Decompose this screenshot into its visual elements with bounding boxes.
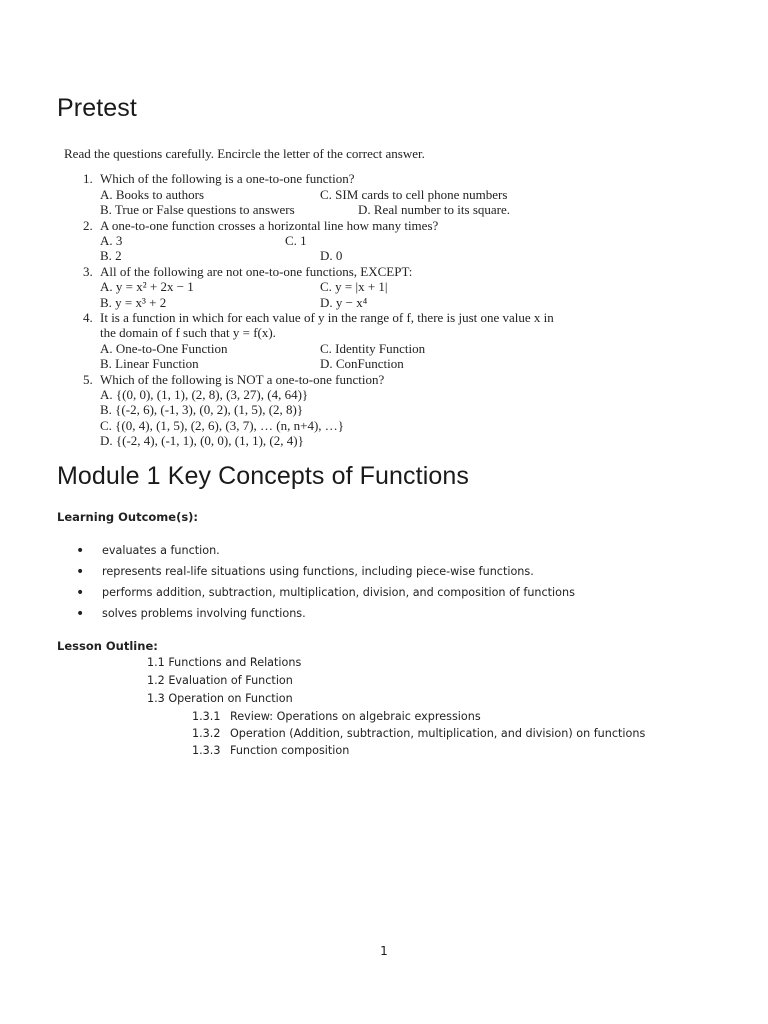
question-5 <box>64 372 624 449</box>
outline-item: 1.3 Operation on Function <box>147 692 293 705</box>
sub-outline-item <box>192 710 481 723</box>
question-1 <box>64 171 624 217</box>
option-a: A. {(0, 0), (1, 1), (2, 8), (3, 27), (4, 64)} <box>100 386 309 402</box>
sub-outline-item <box>192 727 645 740</box>
option-c: C. y = |x + 1| <box>320 279 388 295</box>
pretest-instruction: Read the questions carefully. Encircle the letter of the correct answer. <box>64 146 425 161</box>
learning-outcomes-list <box>57 544 697 628</box>
question-text: All of the following are not one-to-one functions, EXCEPT: <box>100 263 413 279</box>
list-item <box>57 544 697 565</box>
sub-outline-number: 1.3.1 <box>192 710 221 723</box>
pretest-heading: Pretest <box>57 94 137 122</box>
sub-outline-number: 1.3.3 <box>192 744 221 757</box>
lesson-outline-label: Lesson Outline: <box>57 639 158 653</box>
option-a: A. Books to authors <box>100 186 204 202</box>
question-number: 4. <box>83 309 93 325</box>
option-c: C. {(0, 4), (1, 5), (2, 6), (3, 7), … (n, n+4), …} <box>100 417 345 433</box>
question-text: Which of the following is a one-to-one function? <box>100 171 355 187</box>
option-b: B. 2 <box>100 248 122 264</box>
sub-outline-item <box>192 744 349 757</box>
outcome-text: represents real-life situations using functions, including piece-wise functions. <box>102 565 534 578</box>
question-text-continued: the domain of f such that y = f(x). <box>100 325 276 341</box>
module-body <box>57 510 717 757</box>
question-text: Which of the following is NOT a one-to-one function? <box>100 371 385 387</box>
question-number: 1. <box>83 171 93 187</box>
outline-item: 1.2 Evaluation of Function <box>147 674 293 687</box>
list-item <box>57 607 697 628</box>
bullet-icon: • <box>76 543 85 559</box>
outcome-text: performs addition, subtraction, multiplication, division, and composition of functions <box>102 586 575 599</box>
outcome-text: solves problems involving functions. <box>102 607 306 620</box>
pretest-section <box>64 146 624 449</box>
options-row <box>100 233 624 248</box>
options-row <box>100 356 624 371</box>
option-b: B. y = x³ + 2 <box>100 294 167 310</box>
question-2 <box>64 218 624 264</box>
option-a: A. One-to-One Function <box>100 340 228 356</box>
question-number: 5. <box>83 371 93 387</box>
options-row <box>100 202 624 217</box>
option-d: D. ConFunction <box>320 356 404 372</box>
options-row <box>100 187 624 202</box>
question-number: 2. <box>83 217 93 233</box>
sub-outline-number: 1.3.2 <box>192 727 221 740</box>
sub-outline-text: Operation (Addition, subtraction, multiplication, and division) on functions <box>230 727 646 740</box>
bullet-icon: • <box>76 564 85 580</box>
sub-outline-text: Function composition <box>230 744 350 757</box>
page-number: 1 <box>380 944 388 958</box>
option-d: D. 0 <box>320 248 343 264</box>
bullet-icon: • <box>76 585 85 601</box>
options-row <box>100 341 624 356</box>
option-d: D. y − x⁴ <box>320 294 368 310</box>
list-item <box>57 586 697 607</box>
option-a: A. 3 <box>100 233 123 248</box>
options-row <box>100 295 624 310</box>
learning-outcomes-label: Learning Outcome(s): <box>57 510 199 524</box>
option-b: B. {(-2, 6), (-1, 3), (0, 2), (1, 5), (2, 8)} <box>100 402 304 418</box>
option-d: D. Real number to its square. <box>358 202 510 218</box>
options-row <box>100 279 624 294</box>
option-b: B. True or False questions to answers <box>100 202 295 218</box>
option-a: A. y = x² + 2x − 1 <box>100 279 194 295</box>
option-c: C. SIM cards to cell phone numbers <box>320 186 508 202</box>
sub-outline-text: Review: Operations on algebraic expressions <box>230 710 481 723</box>
question-3 <box>64 264 624 310</box>
outcome-text: evaluates a function. <box>102 544 220 557</box>
question-number: 3. <box>83 263 93 279</box>
option-c: C. 1 <box>285 233 307 248</box>
question-text: It is a function in which for each value of y in the range of f, there is just one value x in <box>100 309 554 325</box>
option-d: D. {(-2, 4), (-1, 1), (0, 0), (1, 1), (2, 4)} <box>100 433 304 449</box>
options-row <box>100 248 624 263</box>
option-b: B. Linear Function <box>100 356 199 372</box>
question-4 <box>64 310 624 372</box>
question-text: A one-to-one function crosses a horizontal line how many times? <box>100 217 439 233</box>
list-item <box>57 565 697 586</box>
bullet-icon: • <box>76 606 85 622</box>
option-c: C. Identity Function <box>320 340 426 356</box>
outline-item: 1.1 Functions and Relations <box>147 656 302 669</box>
module-heading: Module 1 Key Concepts of Functions <box>57 462 469 490</box>
